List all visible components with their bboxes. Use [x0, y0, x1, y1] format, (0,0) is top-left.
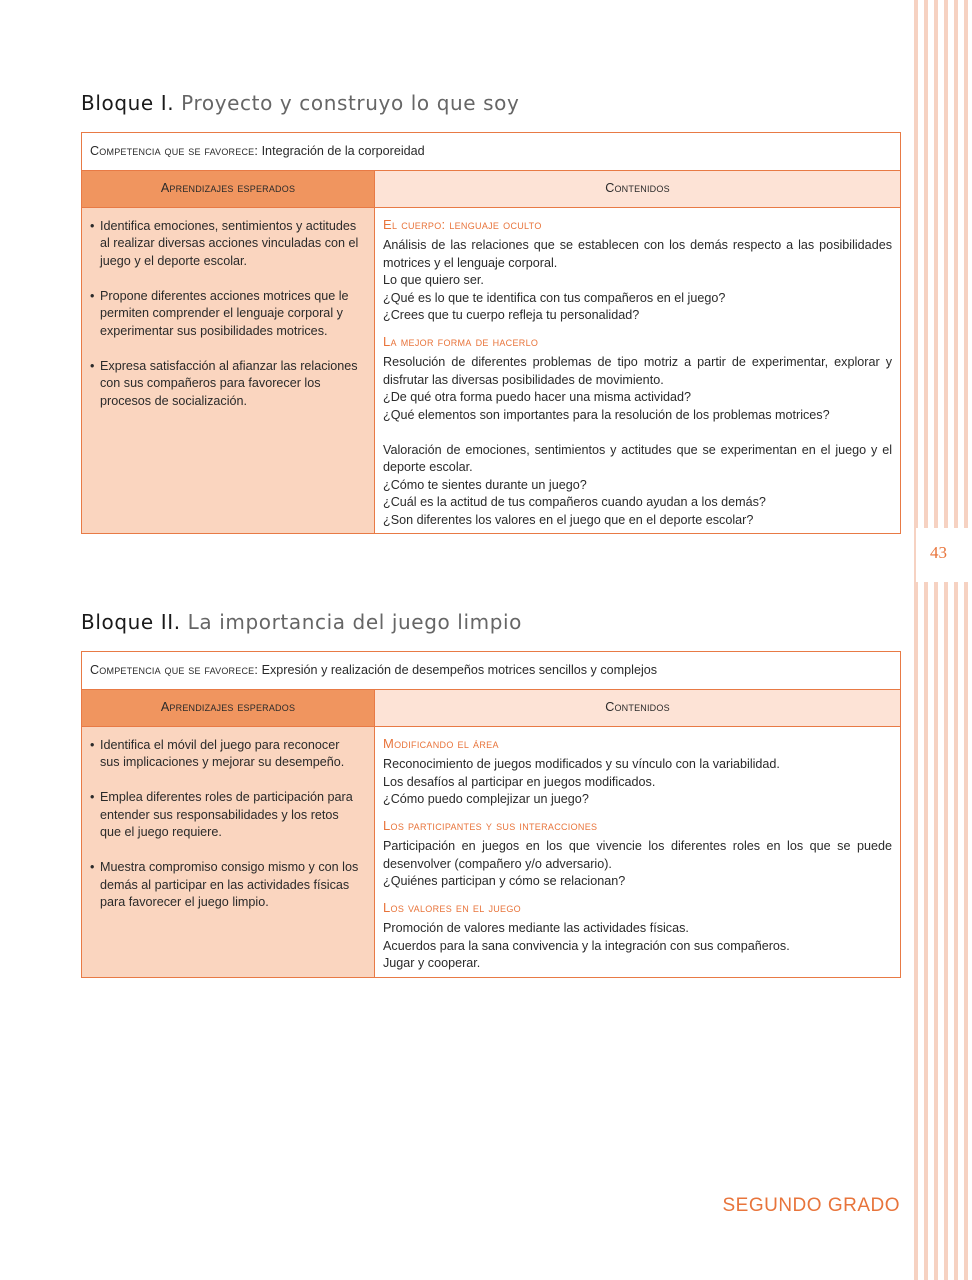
col-header-aprendizajes: Aprendizajes esperados: [82, 170, 375, 207]
aprendizaje-item: • Propone diferentes acciones motrices que le permiten comprender el lenguaje corporal y experimentar sus posibilidades motrices.: [90, 288, 362, 341]
margin-stripe: [964, 0, 968, 1280]
contenidos-cell: [375, 207, 901, 534]
contenido-line: Lo que quiero ser.: [383, 273, 484, 287]
contenido-line: Reconocimiento de juegos modificados y su vínculo con la variabilidad.: [383, 757, 780, 771]
contenido-line: ¿Cómo te sientes durante un juego?: [383, 477, 587, 492]
competencia-value: Integración de la corporeidad: [261, 144, 425, 158]
contenido-line: ¿Crees que tu cuerpo refleja tu personalidad?: [383, 308, 640, 322]
margin-stripe: [954, 0, 958, 1280]
competencia-label: Competencia que se favorece:: [90, 144, 259, 158]
block-table: [81, 132, 901, 534]
col-header-contenidos: Contenidos: [375, 170, 901, 207]
block-name: La importancia del juego limpio: [187, 610, 522, 634]
contenido-title: Los participantes y sus interacciones: [383, 817, 598, 833]
aprendizaje-item: • Muestra compromiso consigo mismo y con los demás al participar en las actividades físicas para favorecer el juego limpio.: [90, 859, 362, 912]
competencia-row: [82, 133, 901, 171]
block-number: Bloque I.: [81, 91, 175, 115]
contenido-title: Los valores en el juego: [383, 899, 521, 915]
contenido-title: El cuerpo: lenguaje oculto: [383, 216, 542, 232]
margin-stripe: [944, 0, 948, 1280]
contenido-line: Promoción de valores mediante las actividades físicas.: [383, 921, 689, 935]
contenido-title: Modificando el área: [383, 735, 499, 751]
footer-grade-label: SEGUNDO GRADO: [722, 1195, 900, 1216]
contenido-line: Valoración de emociones, sentimientos y actitudes que se experimentan en el juego y el deporte escolar.: [383, 442, 892, 474]
contenido-title: La mejor forma de hacerlo: [383, 333, 539, 349]
contenido-line: Los desafíos al participar en juegos modificados.: [383, 774, 656, 789]
block-title: [81, 610, 522, 634]
col-header-contenidos: Contenidos: [375, 689, 901, 726]
contenido-line: ¿Qué elementos son importantes para la resolución de los problemas motrices?: [383, 407, 830, 422]
competencia-value: Expresión y realización de desempeños motrices sencillos y complejos: [261, 663, 658, 677]
competencia-label: Competencia que se favorece:: [90, 663, 259, 677]
aprendizaje-item: • Identifica el móvil del juego para reconocer sus implicaciones y mejorar su desempeño.: [90, 737, 362, 772]
contenido-section: [383, 216, 892, 325]
contenido-section: [383, 899, 892, 973]
contenidos-cell: [375, 726, 901, 977]
margin-stripe: [924, 0, 928, 1280]
contenido-line: ¿Cuál es la actitud de tus compañeros cuando ayudan a los demás?: [383, 495, 766, 509]
contenido-line: Análisis de las relaciones que se establecen con los demás respecto a las posibilidades motrices y el lenguaje corporal.: [383, 238, 892, 270]
block-number: Bloque II.: [81, 610, 181, 634]
contenido-section: [383, 735, 892, 809]
competencia-row: [82, 652, 901, 690]
page-number: 43: [930, 543, 947, 562]
aprendizajes-cell: [82, 207, 375, 534]
contenido-line: ¿Cómo puedo complejizar un juego?: [383, 792, 589, 806]
margin-stripe: [934, 0, 938, 1280]
col-header-aprendizajes: Aprendizajes esperados: [82, 689, 375, 726]
contenido-section: [383, 333, 892, 530]
contenido-line: Resolución de diferentes problemas de tipo motriz a partir de experimentar, explorar y disfrutar las diversas posibilidades de movimiento.: [383, 355, 892, 387]
contenido-line: ¿De qué otra forma puedo hacer una misma actividad?: [383, 390, 692, 404]
contenido-line: ¿Quiénes participan y cómo se relacionan?: [383, 874, 626, 888]
contenido-section: [383, 817, 892, 891]
contenido-line: ¿Qué es lo que te identifica con tus compañeros en el juego?: [383, 290, 726, 305]
contenido-line: Acuerdos para la sana convivencia y la integración con sus compañeros.: [383, 938, 790, 953]
block-name: Proyecto y construyo lo que soy: [181, 91, 520, 115]
aprendizaje-item: • Identifica emociones, sentimientos y actitudes al realizar diversas acciones vinculadas con el juego y el deporte escolar.: [90, 218, 362, 271]
contenido-line: ¿Son diferentes los valores en el juego que en el deporte escolar?: [383, 512, 754, 527]
contenido-line: Participación en juegos en los que vivencie los diferentes roles en los que se puede desenvolver (compañero y/o adversario).: [383, 839, 892, 871]
contenido-line: Jugar y cooperar.: [383, 956, 481, 970]
spacer: [383, 424, 892, 442]
aprendizaje-item: • Emplea diferentes roles de participación para entender sus responsabilidades y los retos que el juego requiere.: [90, 789, 362, 842]
block-table: [81, 651, 901, 978]
margin-stripe: [914, 0, 918, 1280]
aprendizajes-cell: [82, 726, 375, 977]
aprendizaje-item: • Expresa satisfacción al afianzar las relaciones con sus compañeros para favorecer los procesos de socialización.: [90, 358, 362, 411]
block-title: [81, 91, 519, 115]
